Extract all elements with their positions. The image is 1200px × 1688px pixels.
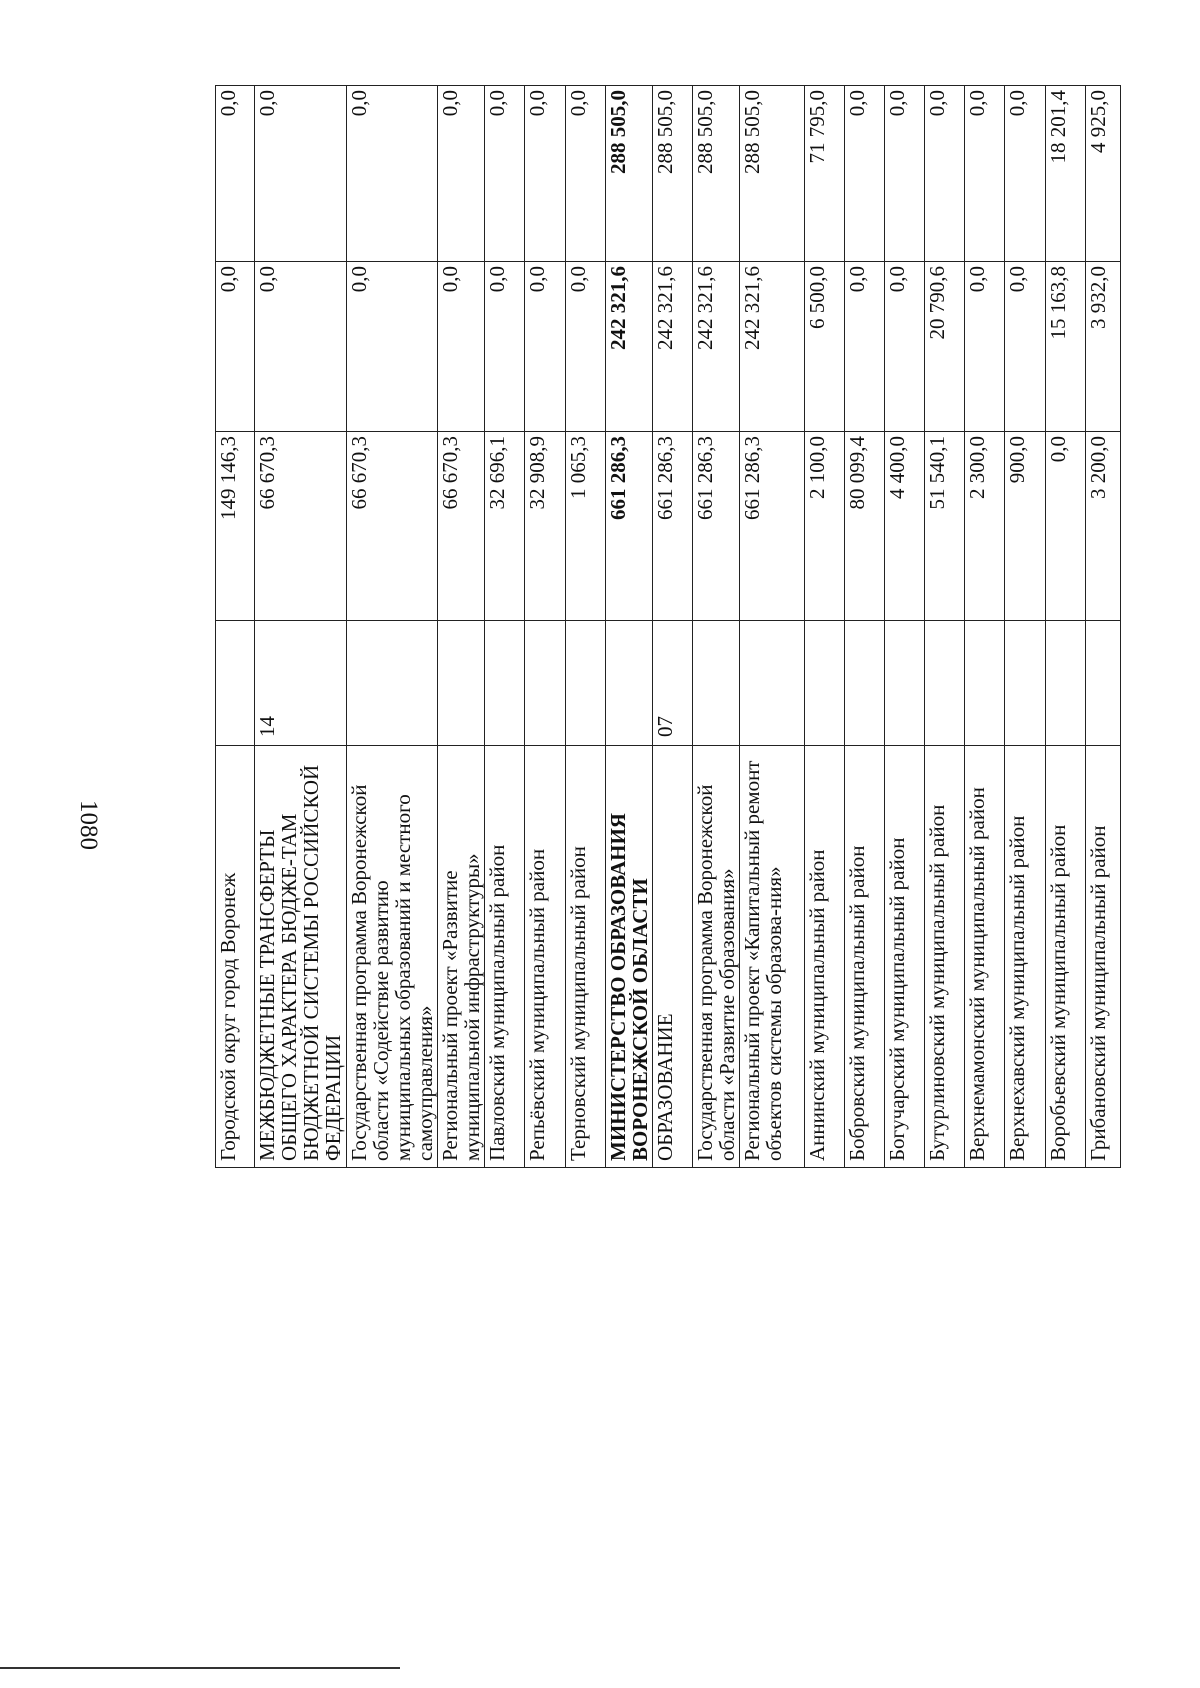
row-value-2025-cell: 0,0 (216, 86, 255, 262)
row-value-2024-cell: 242 321,6 (693, 262, 740, 432)
table-row (925, 86, 965, 1168)
table-row (255, 86, 346, 1168)
row-value-2025-cell: 0,0 (844, 86, 884, 262)
row-code-cell (1045, 621, 1085, 746)
row-value-2025-cell: 0,0 (346, 86, 437, 262)
table-row (1085, 86, 1120, 1168)
row-value-2025-cell: 4 925,0 (1085, 86, 1120, 262)
row-name-cell: Городской округ город Воронеж (216, 746, 255, 1168)
row-value-2023-cell: 900,0 (1005, 432, 1045, 621)
table-row (965, 86, 1005, 1168)
row-name-cell: Богучарский муниципальный район (884, 746, 924, 1168)
table-row (804, 86, 844, 1168)
row-name-cell: Аннинский муниципальный район (804, 746, 844, 1168)
row-value-2025-cell: 288 505,0 (652, 86, 692, 262)
table-row (693, 86, 740, 1168)
row-value-2024-cell: 15 163,8 (1045, 262, 1085, 432)
row-code-cell (605, 621, 652, 746)
row-code-cell (925, 621, 965, 746)
row-value-2023-cell: 4 400,0 (884, 432, 924, 621)
row-value-2023-cell: 661 286,3 (652, 432, 692, 621)
row-value-2025-cell: 18 201,4 (1045, 86, 1085, 262)
row-value-2025-cell: 0,0 (965, 86, 1005, 262)
row-value-2023-cell: 51 540,1 (925, 432, 965, 621)
row-value-2024-cell: 0,0 (485, 262, 525, 432)
row-value-2024-cell: 242 321,6 (652, 262, 692, 432)
row-code-cell (216, 621, 255, 746)
scan-edge-line (0, 1667, 400, 1669)
table-row (844, 86, 884, 1168)
row-name-cell: Грибановский муниципальный район (1085, 746, 1120, 1168)
row-value-2025-cell: 0,0 (525, 86, 565, 262)
row-value-2025-cell: 288 505,0 (740, 86, 804, 262)
row-name-cell: Бутурлиновский муниципальный район (925, 746, 965, 1168)
table-row (884, 86, 924, 1168)
row-name-cell: ОБРАЗОВАНИЕ (652, 746, 692, 1168)
row-value-2023-cell: 2 100,0 (804, 432, 844, 621)
row-name-cell: МИНИСТЕРСТВО ОБРАЗОВАНИЯ ВОРОНЕЖСКОЙ ОБЛАСТИ (605, 746, 652, 1168)
row-value-2023-cell: 32 696,1 (485, 432, 525, 621)
row-code-cell (965, 621, 1005, 746)
row-value-2024-cell: 0,0 (346, 262, 437, 432)
row-value-2024-cell: 0,0 (437, 262, 484, 432)
page-number: 1080 (75, 800, 102, 850)
row-value-2023-cell: 66 670,3 (346, 432, 437, 621)
row-value-2023-cell: 661 286,3 (605, 432, 652, 621)
row-name-cell: Государственная программа Воронежской области «Развитие образования» (693, 746, 740, 1168)
table-row (346, 86, 437, 1168)
row-value-2023-cell: 32 908,9 (525, 432, 565, 621)
row-code-cell (565, 621, 605, 746)
budget-table (215, 85, 1121, 1168)
row-value-2024-cell: 242 321,6 (740, 262, 804, 432)
row-value-2025-cell: 0,0 (437, 86, 484, 262)
table-row (437, 86, 484, 1168)
row-value-2024-cell: 6 500,0 (804, 262, 844, 432)
row-value-2023-cell: 66 670,3 (255, 432, 346, 621)
row-value-2023-cell: 3 200,0 (1085, 432, 1120, 621)
rotated-page-content (215, 86, 1121, 1168)
row-value-2024-cell: 0,0 (255, 262, 346, 432)
table-row (1005, 86, 1045, 1168)
row-name-cell: МЕЖБЮДЖЕТНЫЕ ТРАНСФЕРТЫ ОБЩЕГО ХАРАКТЕРА БЮДЖЕ-ТАМ БЮДЖЕТНОЙ СИСТЕМЫ РОССИЙСКОЙ ФЕДЕРАЦИИ (255, 746, 346, 1168)
row-value-2024-cell: 0,0 (884, 262, 924, 432)
row-value-2023-cell: 661 286,3 (693, 432, 740, 621)
row-code-cell (525, 621, 565, 746)
row-name-cell: Региональный проект «Капитальный ремонт объектов системы образова-ния» (740, 746, 804, 1168)
row-code-cell (844, 621, 884, 746)
row-value-2023-cell: 66 670,3 (437, 432, 484, 621)
table-row (652, 86, 692, 1168)
row-name-cell: Государственная программа Воронежской области «Содействие развитию муниципальных образований и местного самоуправления» (346, 746, 437, 1168)
row-value-2025-cell: 288 505,0 (605, 86, 652, 262)
row-name-cell: Бобровский муниципальный район (844, 746, 884, 1168)
row-value-2025-cell: 71 795,0 (804, 86, 844, 262)
row-code-cell (437, 621, 484, 746)
row-value-2025-cell: 0,0 (255, 86, 346, 262)
row-code-cell: 07 (652, 621, 692, 746)
row-value-2025-cell: 0,0 (565, 86, 605, 262)
row-value-2023-cell: 2 300,0 (965, 432, 1005, 621)
table-row (565, 86, 605, 1168)
row-value-2024-cell: 0,0 (965, 262, 1005, 432)
row-value-2025-cell: 0,0 (1005, 86, 1045, 262)
row-name-cell: Региональный проект «Развитие муниципальной инфраструктуры» (437, 746, 484, 1168)
row-name-cell: Верхнемамонский муниципальный район (965, 746, 1005, 1168)
table-row (216, 86, 255, 1168)
row-value-2025-cell: 0,0 (485, 86, 525, 262)
row-value-2025-cell: 288 505,0 (693, 86, 740, 262)
row-value-2024-cell: 0,0 (525, 262, 565, 432)
row-code-cell (346, 621, 437, 746)
table-row (1045, 86, 1085, 1168)
row-value-2024-cell: 0,0 (844, 262, 884, 432)
row-name-cell: Павловский муниципальный район (485, 746, 525, 1168)
table-row (605, 86, 652, 1168)
row-value-2025-cell: 0,0 (925, 86, 965, 262)
row-code-cell: 14 (255, 621, 346, 746)
row-value-2023-cell: 80 099,4 (844, 432, 884, 621)
row-value-2025-cell: 0,0 (884, 86, 924, 262)
table-row (740, 86, 804, 1168)
row-value-2023-cell: 0,0 (1045, 432, 1085, 621)
row-value-2024-cell: 0,0 (216, 262, 255, 432)
table-row (485, 86, 525, 1168)
row-value-2024-cell: 3 932,0 (1085, 262, 1120, 432)
row-code-cell (804, 621, 844, 746)
row-value-2024-cell: 0,0 (1005, 262, 1045, 432)
table-row (525, 86, 565, 1168)
row-name-cell: Верхнехавский муниципальный район (1005, 746, 1045, 1168)
row-name-cell: Репьёвский муниципальный район (525, 746, 565, 1168)
row-code-cell (1005, 621, 1045, 746)
row-code-cell (740, 621, 804, 746)
row-code-cell (884, 621, 924, 746)
row-value-2023-cell: 661 286,3 (740, 432, 804, 621)
table-body (216, 86, 1121, 1168)
row-value-2024-cell: 242 321,6 (605, 262, 652, 432)
row-code-cell (693, 621, 740, 746)
row-code-cell (1085, 621, 1120, 746)
row-value-2023-cell: 1 065,3 (565, 432, 605, 621)
row-value-2024-cell: 20 790,6 (925, 262, 965, 432)
row-code-cell (485, 621, 525, 746)
row-value-2023-cell: 149 146,3 (216, 432, 255, 621)
row-name-cell: Терновский муниципальный район (565, 746, 605, 1168)
row-name-cell: Воробьевский муниципальный район (1045, 746, 1085, 1168)
row-value-2024-cell: 0,0 (565, 262, 605, 432)
